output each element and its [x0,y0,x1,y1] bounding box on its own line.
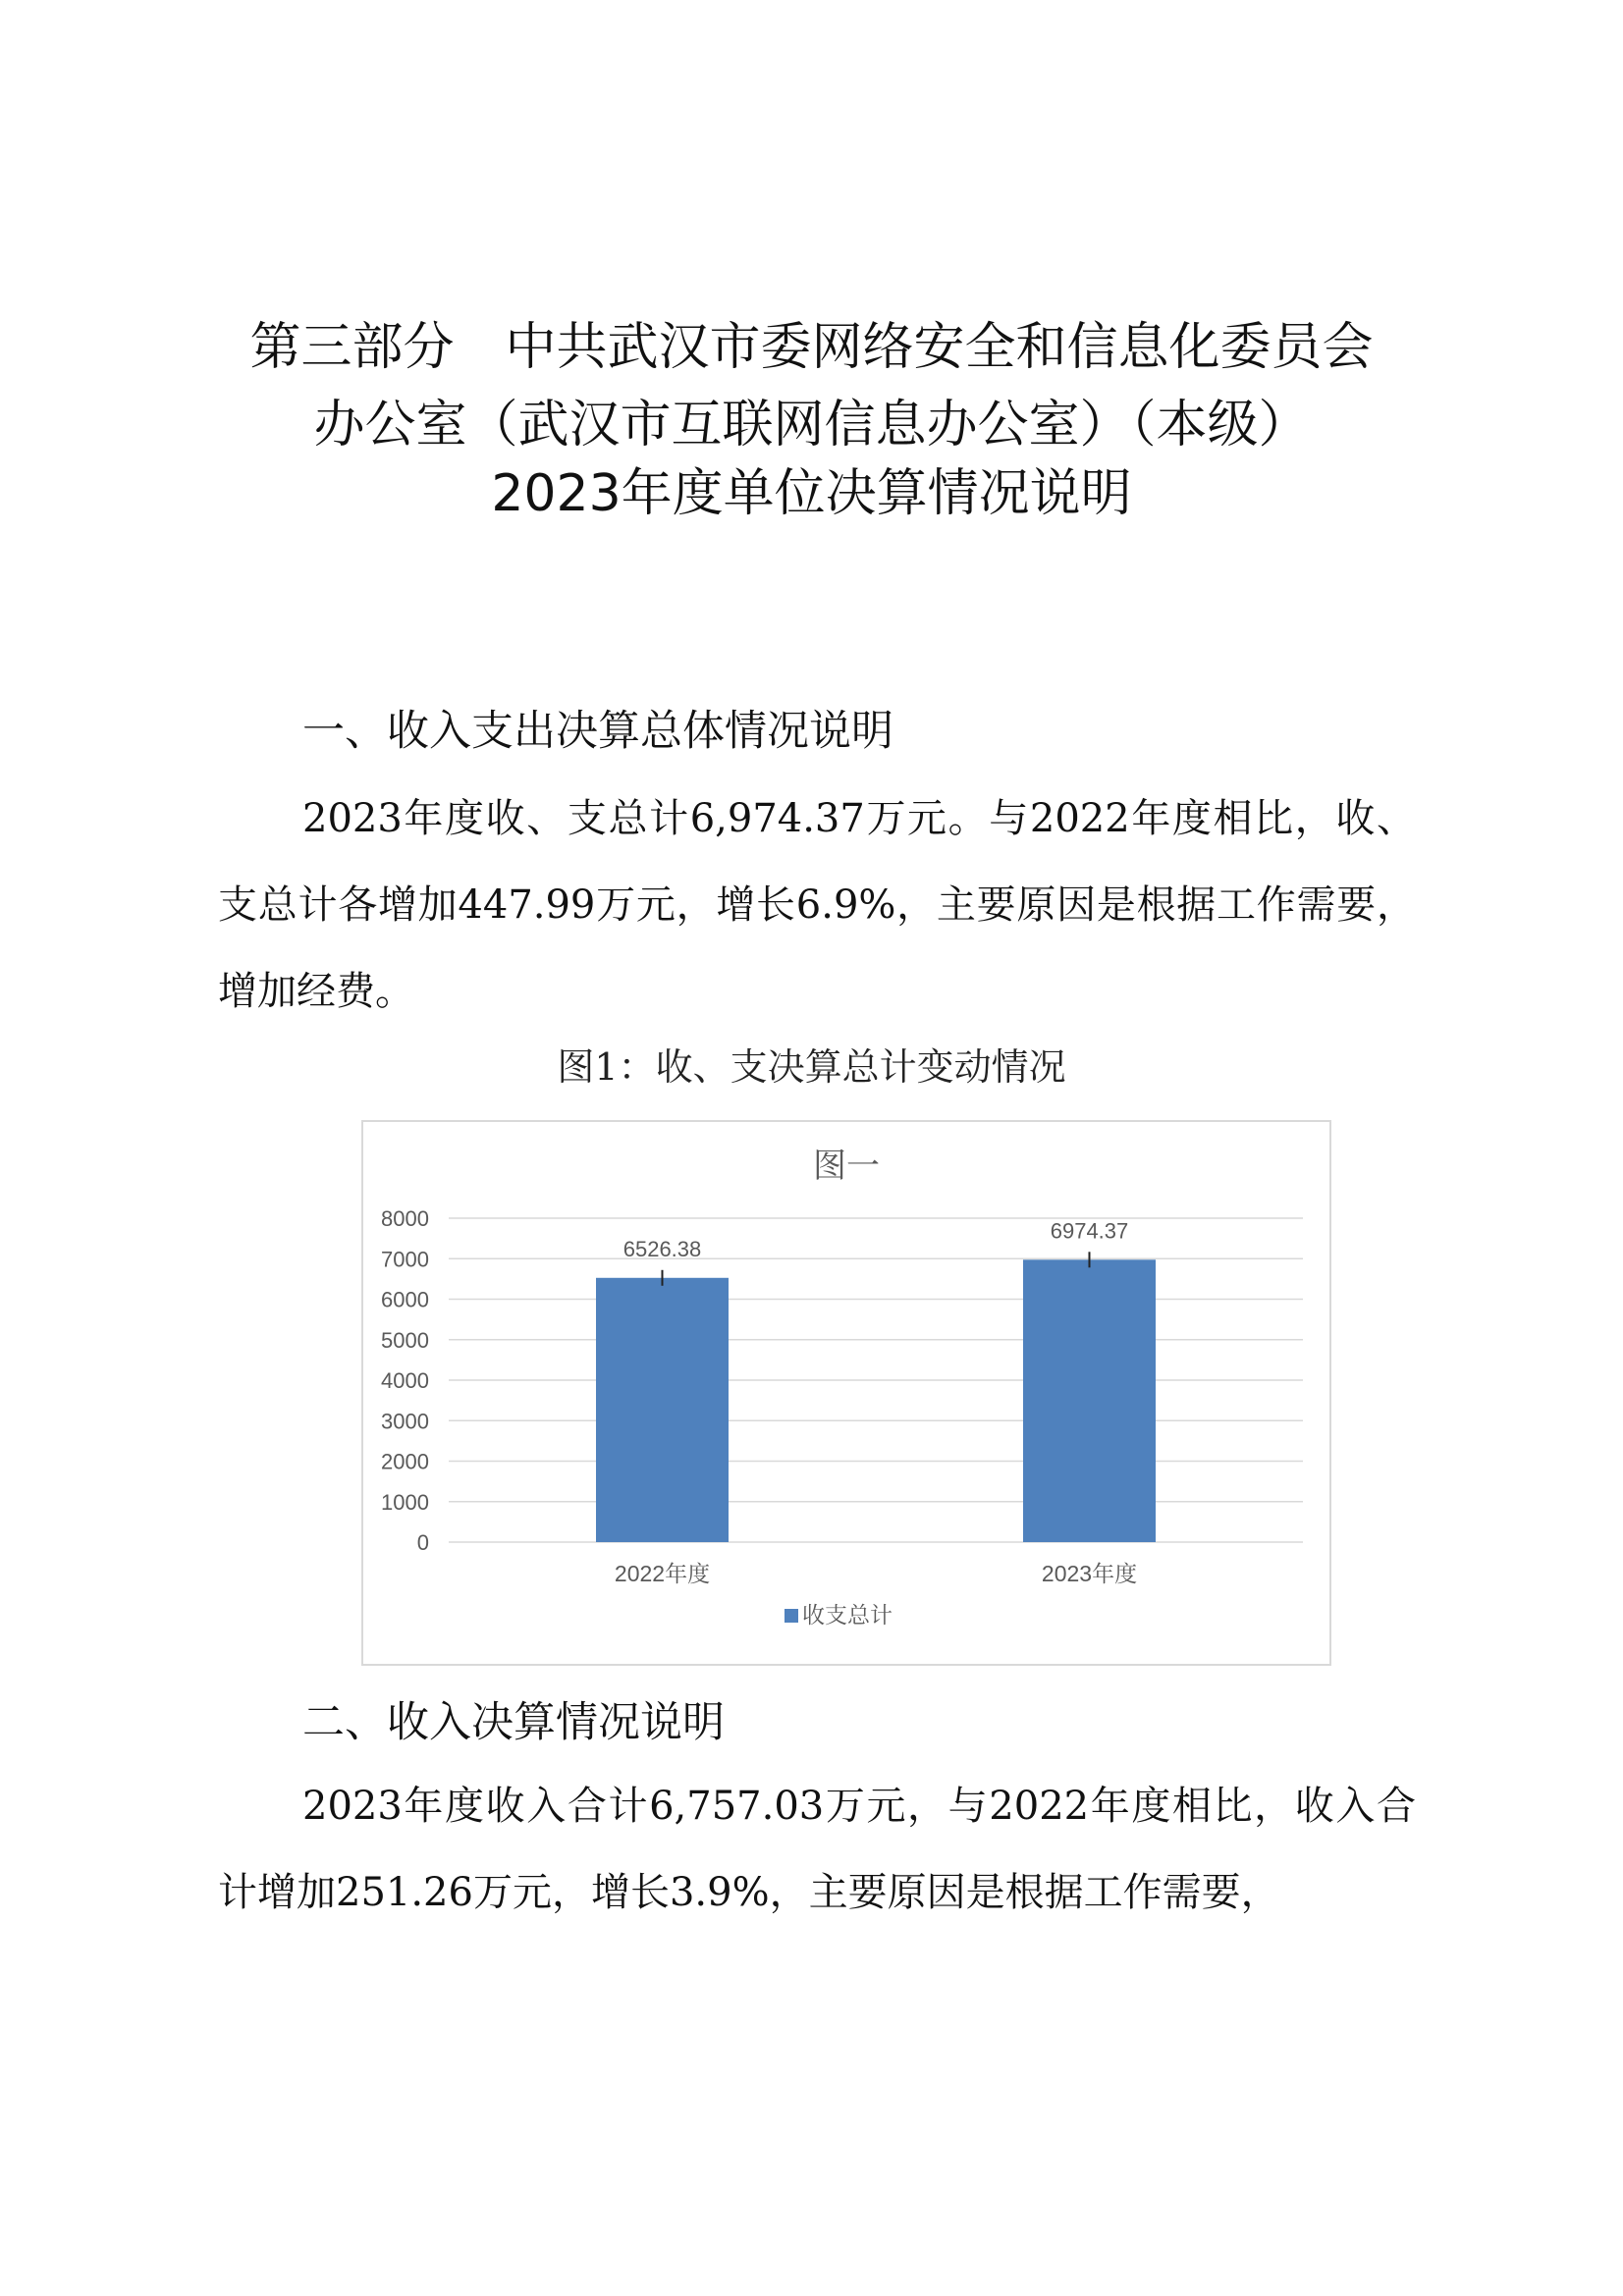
chart-title: 图一 [813,1148,880,1185]
y-tick-label: 5000 [381,1327,429,1353]
section-1-heading: 一、收入支出决算总体情况说明 [302,707,893,756]
legend-label: 收支总计 [802,1602,893,1628]
y-tick-label: 7000 [381,1247,429,1272]
data-label: 6974.37 [1050,1218,1129,1244]
bar [1023,1259,1156,1542]
y-tick-label: 8000 [381,1206,429,1231]
x-tick-label: 2023年度 [1041,1561,1138,1586]
bar-chart [361,1120,1331,1666]
section-2-paragraph: 2023年度收入合计6,757.03万元，与2022年度相比，收入合计增加251.26万元，增长3.9%，主要原因是根据工作需要， [218,1784,1416,1915]
bar [596,1278,729,1542]
figure-1-caption: 图1：收、支决算总计变动情况 [557,1045,1066,1089]
y-tick-label: 3000 [381,1409,429,1434]
y-tick-label: 6000 [381,1287,429,1312]
document-title-line-2: 办公室（武汉市互联网信息办公室）（本级） [313,396,1310,454]
y-tick-label: 0 [416,1530,429,1555]
data-label: 6526.38 [622,1236,702,1261]
section-2-heading: 二、收入决算情况说明 [302,1698,725,1747]
document-title-line-3: 2023年度单位决算情况说明 [491,464,1132,523]
y-tick-label: 4000 [381,1368,429,1393]
x-tick-label: 2022年度 [614,1561,711,1586]
section-1-paragraph: 2023年度收、支总计6,974.37万元。与2022年度相比，收、支总计各增加447.99万元，增长6.9%，主要原因是根据工作需要，增加经费。 [218,796,1416,1014]
y-tick-label: 1000 [381,1489,429,1515]
legend-swatch [784,1609,798,1623]
y-tick-label: 2000 [381,1449,429,1474]
document-title-line-1: 第三部分 中共武汉市委网络安全和信息化委员会 [249,318,1374,377]
bar-chart-svg [363,1122,1329,1664]
